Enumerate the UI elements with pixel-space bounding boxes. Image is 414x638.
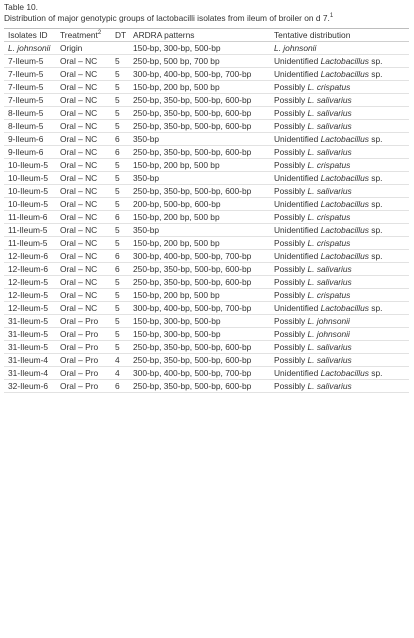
cell-isolate-id: 8-Ileum-5 [4,107,56,120]
cell-ardra-pattern: 250-bp, 350-bp, 500-bp, 600-bp [129,263,270,276]
cell-ardra-pattern: 300-bp, 400-bp, 500-bp, 700-bp [129,302,270,315]
dist-species: Lactobacillus [320,368,369,378]
table-row [4,237,409,250]
dist-prefix: Possibly [274,186,308,196]
cell-dt: 5 [111,94,129,107]
table-row [4,107,409,120]
table-row [4,289,409,302]
cell-dt: 5 [111,224,129,237]
dist-prefix: Possibly [274,95,308,105]
cell-tentative-distribution [270,185,409,198]
table-row [4,341,409,354]
cell-dt: 5 [111,315,129,328]
table-row [4,224,409,237]
dist-suffix: sp. [368,199,383,209]
cell-isolate-id: 11-Ileum-5 [4,224,56,237]
cell-treatment: Oral – NC [56,107,111,120]
cell-treatment: Oral – NC [56,55,111,68]
cell-treatment: Oral – NC [56,120,111,133]
header-treatment-text: Treatment [60,30,98,40]
cell-isolate-id: 10-Ileum-5 [4,198,56,211]
dist-species: L. salivarius [307,121,352,131]
cell-isolate-id: 31-Ileum-4 [4,367,56,380]
dist-prefix: Unidentified [274,368,321,378]
cell-isolate-id: 11-Ileum-6 [4,211,56,224]
cell-dt: 6 [111,263,129,276]
dist-prefix: Possibly [274,316,308,326]
cell-isolate-id: 12-Ileum-6 [4,250,56,263]
cell-ardra-pattern: 150-bp, 200 bp, 500 bp [129,159,270,172]
dist-species: L. salivarius [307,95,352,105]
table-row [4,159,409,172]
cell-isolate-id: 9-Ileum-6 [4,146,56,159]
dist-prefix: Possibly [274,290,308,300]
dist-prefix: Unidentified [274,134,321,144]
table-row [4,133,409,146]
table-row [4,354,409,367]
dist-species: L. crispatus [307,212,351,222]
table-row [4,263,409,276]
cell-isolate-id: 31-Ileum-5 [4,328,56,341]
cell-treatment: Oral – NC [56,276,111,289]
table-caption [4,2,410,24]
cell-treatment: Origin [56,42,111,55]
table-row [4,94,409,107]
cell-dt [111,42,129,55]
cell-isolate-id: 12-Ileum-5 [4,276,56,289]
cell-treatment: Oral – NC [56,289,111,302]
dist-species: Lactobacillus [320,225,369,235]
table-row [4,81,409,94]
cell-treatment: Oral – Pro [56,380,111,393]
dist-prefix: Unidentified [274,69,321,79]
cell-ardra-pattern: 350-bp [129,133,270,146]
cell-ardra-pattern: 250-bp, 350-bp, 500-bp, 600-bp [129,94,270,107]
dist-suffix: sp. [368,173,383,183]
table-row [4,250,409,263]
cell-dt: 6 [111,146,129,159]
cell-dt: 6 [111,133,129,146]
dist-prefix: Possibly [274,108,308,118]
cell-treatment: Oral – NC [56,185,111,198]
cell-ardra-pattern: 250-bp, 350-bp, 500-bp, 600-bp [129,120,270,133]
table-row [4,198,409,211]
cell-tentative-distribution [270,172,409,185]
cell-isolate-id: 12-Ileum-6 [4,263,56,276]
cell-dt: 5 [111,237,129,250]
table-row [4,367,409,380]
cell-tentative-distribution [270,354,409,367]
dist-species: L. salivarius [307,264,352,274]
cell-dt: 5 [111,68,129,81]
cell-ardra-pattern: 250-bp, 350-bp, 500-bp, 600-bp [129,185,270,198]
cell-dt: 5 [111,341,129,354]
cell-treatment: Oral – Pro [56,328,111,341]
dist-prefix: Unidentified [274,303,321,313]
cell-tentative-distribution [270,237,409,250]
table-row [4,185,409,198]
cell-treatment: Oral – NC [56,146,111,159]
dist-species: L. johnsonii [274,43,317,53]
cell-dt: 6 [111,211,129,224]
dist-species: Lactobacillus [320,56,369,66]
cell-treatment: Oral – NC [56,198,111,211]
cell-tentative-distribution [270,276,409,289]
dist-species: Lactobacillus [320,173,369,183]
dist-species: Lactobacillus [320,199,369,209]
header-treatment-footnote: 2 [97,30,102,37]
cell-treatment: Oral – NC [56,224,111,237]
dist-suffix: sp. [368,56,383,66]
cell-ardra-pattern: 150-bp, 300-bp, 500-bp [129,328,270,341]
dist-prefix: Possibly [274,121,308,131]
dist-species: Lactobacillus [320,69,369,79]
cell-tentative-distribution [270,380,409,393]
cell-dt: 5 [111,328,129,341]
cell-isolate-id: 31-Ileum-5 [4,341,56,354]
cell-isolate-id: L. johnsonii [4,42,56,55]
cell-dt: 5 [111,185,129,198]
cell-treatment: Oral – NC [56,263,111,276]
dist-species: L. salivarius [307,381,352,391]
dist-species: L. johnsonii [307,329,350,339]
cell-tentative-distribution [270,120,409,133]
cell-ardra-pattern: 300-bp, 400-bp, 500-bp, 700-bp [129,367,270,380]
cell-treatment: Oral – NC [56,94,111,107]
dist-species: L. salivarius [307,355,352,365]
dist-prefix: Possibly [274,355,308,365]
cell-tentative-distribution [270,302,409,315]
dist-species: L. crispatus [307,160,351,170]
cell-ardra-pattern: 150-bp, 300-bp, 500-bp [129,42,270,55]
dist-prefix: Unidentified [274,251,321,261]
dist-prefix: Possibly [274,82,308,92]
cell-tentative-distribution [270,315,409,328]
cell-tentative-distribution [270,55,409,68]
dist-species: L. crispatus [307,290,351,300]
cell-treatment: Oral – Pro [56,341,111,354]
cell-isolate-id: 31-Ileum-5 [4,315,56,328]
cell-isolate-id: 10-Ileum-5 [4,172,56,185]
cell-isolate-id: 7-Ileum-5 [4,68,56,81]
table-title: Table 10. [4,2,38,12]
cell-isolate-id: 9-Ileum-6 [4,133,56,146]
cell-dt: 4 [111,354,129,367]
table-row [4,146,409,159]
cell-dt: 5 [111,302,129,315]
table-header-row [4,29,409,42]
dist-suffix: sp. [368,303,383,313]
dist-prefix: Unidentified [274,56,321,66]
cell-tentative-distribution [270,146,409,159]
cell-tentative-distribution [270,68,409,81]
table-row [4,328,409,341]
cell-tentative-distribution [270,107,409,120]
cell-ardra-pattern: 150-bp, 200 bp, 500 bp [129,289,270,302]
cell-treatment: Oral – NC [56,250,111,263]
cell-tentative-distribution [270,289,409,302]
cell-isolate-id: 12-Ileum-5 [4,289,56,302]
header-ardra-patterns: ARDRA patterns [129,29,270,42]
cell-ardra-pattern: 350-bp [129,224,270,237]
cell-treatment: Oral – Pro [56,367,111,380]
cell-ardra-pattern: 150-bp, 200 bp, 500 bp [129,211,270,224]
table-row [4,68,409,81]
cell-treatment: Oral – NC [56,133,111,146]
cell-dt: 5 [111,120,129,133]
table-row [4,380,409,393]
cell-isolate-id: 7-Ileum-5 [4,94,56,107]
header-dt: DT [111,29,129,42]
cell-dt: 6 [111,250,129,263]
cell-treatment: Oral – NC [56,81,111,94]
table-row [4,302,409,315]
cell-tentative-distribution [270,224,409,237]
cell-ardra-pattern: 250-bp, 350-bp, 500-bp, 600-bp [129,341,270,354]
cell-treatment: Oral – Pro [56,354,111,367]
cell-ardra-pattern: 150-bp, 200 bp, 500 bp [129,81,270,94]
cell-tentative-distribution [270,159,409,172]
dist-prefix: Possibly [274,277,308,287]
dist-species: L. salivarius [307,108,352,118]
cell-ardra-pattern: 300-bp, 400-bp, 500-bp, 700-bp [129,250,270,263]
dist-prefix: Possibly [274,342,308,352]
cell-dt: 5 [111,289,129,302]
cell-isolate-id: 31-Ileum-4 [4,354,56,367]
table-row [4,211,409,224]
dist-prefix: Possibly [274,160,308,170]
dist-species: L. johnsonii [307,316,350,326]
cell-isolate-id: 11-Ileum-5 [4,237,56,250]
cell-treatment: Oral – NC [56,237,111,250]
dist-prefix: Unidentified [274,199,321,209]
cell-isolate-id: 12-Ileum-5 [4,302,56,315]
cell-ardra-pattern: 250-bp, 350-bp, 500-bp, 600-bp [129,146,270,159]
cell-tentative-distribution [270,198,409,211]
dist-prefix: Possibly [274,238,308,248]
cell-treatment: Oral – NC [56,211,111,224]
table-description [4,13,410,24]
cell-dt: 5 [111,55,129,68]
dist-species: L. salivarius [307,277,352,287]
cell-dt: 5 [111,198,129,211]
dist-species: Lactobacillus [320,251,369,261]
header-isolates-id: Isolates ID [4,29,56,42]
cell-isolate-id: 10-Ileum-5 [4,159,56,172]
cell-tentative-distribution [270,42,409,55]
cell-dt: 5 [111,107,129,120]
dist-suffix: sp. [368,69,383,79]
cell-ardra-pattern: 250-bp, 350-bp, 500-bp, 600-bp [129,354,270,367]
cell-tentative-distribution [270,341,409,354]
table-body [4,42,409,393]
cell-dt: 5 [111,159,129,172]
cell-ardra-pattern: 250-bp, 350-bp, 500-bp, 600-bp [129,276,270,289]
cell-ardra-pattern: 150-bp, 200 bp, 500 bp [129,237,270,250]
dist-species: L. salivarius [307,186,352,196]
cell-treatment: Oral – NC [56,302,111,315]
cell-tentative-distribution [270,211,409,224]
dist-suffix: sp. [368,251,383,261]
cell-tentative-distribution [270,263,409,276]
table-row [4,172,409,185]
cell-treatment: Oral – NC [56,159,111,172]
dist-suffix: sp. [368,368,383,378]
dist-species: L. crispatus [307,82,351,92]
cell-treatment: Oral – NC [56,68,111,81]
cell-tentative-distribution [270,367,409,380]
table-row [4,276,409,289]
cell-tentative-distribution [270,94,409,107]
cell-tentative-distribution [270,133,409,146]
header-tentative-distribution: Tentative distribution [270,29,409,42]
dist-species: Lactobacillus [320,303,369,313]
cell-tentative-distribution [270,328,409,341]
cell-isolate-id: 8-Ileum-5 [4,120,56,133]
cell-ardra-pattern: 250-bp, 350-bp, 500-bp, 600-bp [129,380,270,393]
dist-prefix: Possibly [274,264,308,274]
dist-species: L. crispatus [307,238,351,248]
cell-dt: 6 [111,380,129,393]
cell-tentative-distribution [270,250,409,263]
cell-treatment: Oral – NC [56,172,111,185]
cell-ardra-pattern: 150-bp, 300-bp, 500-bp [129,315,270,328]
genotypic-groups-table [4,28,409,393]
table-row [4,315,409,328]
cell-ardra-pattern: 200-bp, 500-bp, 600-bp [129,198,270,211]
cell-ardra-pattern: 250-bp, 500 bp, 700 bp [129,55,270,68]
dist-prefix: Unidentified [274,225,321,235]
footnote-marker: 1 [329,13,334,20]
table-row [4,55,409,68]
dist-suffix: sp. [368,225,383,235]
dist-prefix: Possibly [274,329,308,339]
table-description-text: Distribution of major genotypic groups of lactobacilli isolates from ileum of broiler on d 7. [4,13,330,23]
header-treatment [56,29,111,42]
cell-ardra-pattern: 350-bp [129,172,270,185]
cell-treatment: Oral – Pro [56,315,111,328]
dist-prefix: Possibly [274,381,308,391]
cell-isolate-id: 7-Ileum-5 [4,81,56,94]
cell-isolate-id: 7-Ileum-5 [4,55,56,68]
dist-prefix: Possibly [274,212,308,222]
cell-ardra-pattern: 300-bp, 400-bp, 500-bp, 700-bp [129,68,270,81]
table-row [4,120,409,133]
cell-isolate-id: 32-Ileum-6 [4,380,56,393]
cell-ardra-pattern: 250-bp, 350-bp, 500-bp, 600-bp [129,107,270,120]
cell-dt: 5 [111,172,129,185]
table-row [4,42,409,55]
dist-species: L. salivarius [307,342,352,352]
cell-dt: 5 [111,81,129,94]
dist-species: Lactobacillus [320,134,369,144]
dist-prefix: Possibly [274,147,308,157]
cell-tentative-distribution [270,81,409,94]
dist-species: L. salivarius [307,147,352,157]
dist-prefix: Unidentified [274,173,321,183]
cell-dt: 5 [111,276,129,289]
dist-suffix: sp. [368,134,383,144]
cell-dt: 4 [111,367,129,380]
cell-isolate-id: 10-Ileum-5 [4,185,56,198]
